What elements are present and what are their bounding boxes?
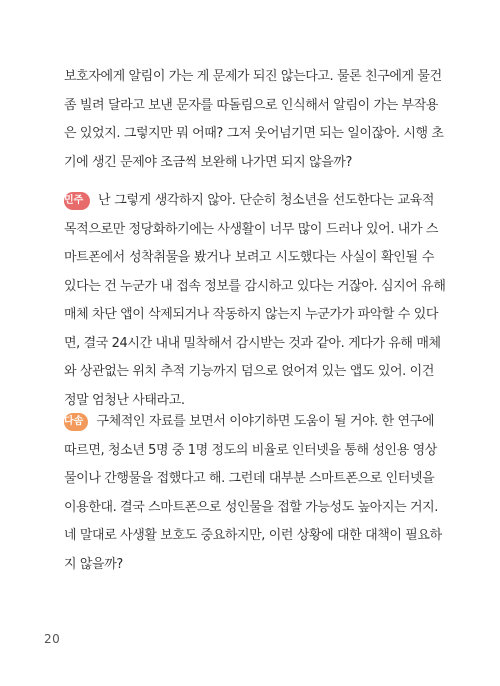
text-line: 면, 결국 24시간 내내 밀착해서 감시받는 것과 같아. 게다가 유해 매체	[64, 335, 441, 351]
text-line: 지 않을까?	[64, 556, 123, 572]
paragraph-continuation	[64, 63, 444, 177]
text-line: 기에 생긴 문제야 조금씩 보완해 나가면 되지 않을까?	[64, 154, 352, 170]
page-number: 20	[44, 632, 61, 646]
text-line: 네 말대로 사생활 보호도 중요하지만, 이런 상황에 대한 대책이 필요하	[64, 528, 442, 543]
text-line: 구체적인 자료를 보면서 이야기하면 도움이 될 거야. 한 연구에	[96, 414, 434, 429]
text-line: 정말 엄청난 사태라고.	[64, 392, 185, 408]
text-line: 마트폰에서 성착취물을 봤거나 보려고 시도했다는 사실이 확인될 수	[64, 250, 434, 265]
dialogue-first-line	[64, 408, 434, 437]
text-line: 좀 빌려 달라고 보낸 문자를 따돌림으로 인식해서 알림이 가는 부작용	[64, 97, 439, 113]
dialogue-first-line	[64, 187, 434, 216]
text-line: 보호자에게 알림이 가는 게 문제가 되진 않는다고. 물론 친구에게 물건	[64, 69, 442, 84]
text-line: 난 그렇게 생각하지 않아. 단순히 청소년을 선도한다는 교육적	[98, 193, 434, 208]
text-line: 은 있었지. 그렇지만 뭐 어때? 그저 웃어넘기면 되는 일이잖아. 시행 초	[64, 126, 444, 141]
speaker-badge-minju: 민주	[64, 192, 90, 210]
text-line: 와 상관없는 위치 추적 기능까지 덤으로 얹어져 있는 앱도 있어. 이건	[64, 364, 434, 379]
text-line: 따르면, 청소년 5명 중 1명 정도의 비율로 인터넷을 통해 성인용 영상	[64, 442, 437, 458]
dialogue-minju	[64, 187, 446, 415]
text-line: 있다는 건 누군가 내 접속 정보를 감시하고 있다는 거잖아. 심지어 유해	[64, 278, 446, 294]
speaker-badge-dasom: 다솜	[64, 413, 88, 431]
text-line: 이용한대. 결국 스마트폰으로 성인물을 접할 가능성도 높아지는 거지.	[64, 499, 439, 515]
dialogue-dasom	[64, 408, 442, 579]
text-line: 목적으로만 정당화하기에는 사생활이 너무 많이 드러나 있어. 내가 스	[64, 221, 439, 237]
text-line: 매체 차단 앱이 삭제되거나 작동하지 않는지 누군가가 파악할 수 있다	[64, 307, 439, 322]
text-line: 물이나 간행물을 접했다고 해. 그런데 대부분 스마트폰으로 인터넷을	[64, 471, 435, 486]
